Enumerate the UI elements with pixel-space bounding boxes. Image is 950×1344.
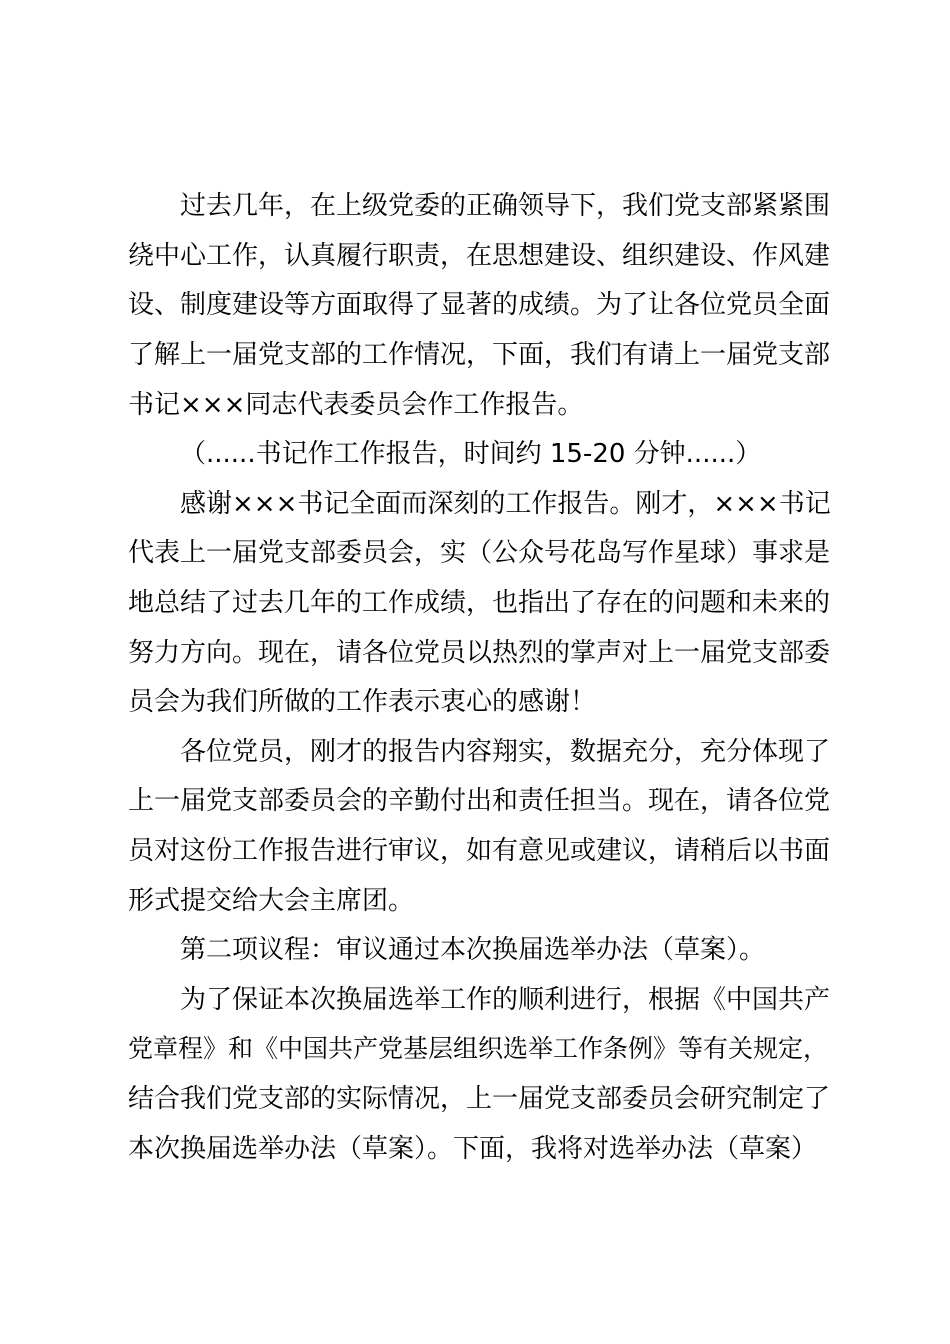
paragraph-line: 形式提交给大会主席团。 xyxy=(128,886,415,916)
paragraph-line: 地总结了过去几年的工作成绩，也指出了存在的问题和未来的 xyxy=(128,588,831,618)
paragraph-line: 为了保证本次换届选举工作的顺利进行，根据《中国共产 xyxy=(180,985,831,1015)
paragraph-line: 党章程》和《中国共产党基层组织选举工作条例》等有关规定， xyxy=(128,1034,829,1063)
paragraph-line: 绕中心工作，认真履行职责，在思想建设、组织建设、作风建 xyxy=(128,241,831,271)
paragraph-line: 本次换届选举办法（草案）。下面，我将对选举办法（草案） xyxy=(128,1134,818,1164)
paragraph-line: 结合我们党支部的实际情况，上一届党支部委员会研究制定了 xyxy=(128,1084,831,1114)
paragraph-line: 设、制度建设等方面取得了显著的成绩。为了让各位党员全面 xyxy=(128,290,831,320)
paragraph-line: 书记×××同志代表委员会作工作报告。 xyxy=(128,390,584,420)
paragraph-line: 上一届党支部委员会的辛勤付出和责任担当。现在，请各位党 xyxy=(128,786,831,816)
paragraph-line: 员会为我们所做的工作表示衷心的感谢！ xyxy=(128,687,597,717)
paragraph-line: 各位党员，刚才的报告内容翔实，数据充分，充分体现了 xyxy=(180,737,831,767)
paragraph-line: （......书记作工作报告，时间约 15-20 分钟......） xyxy=(180,439,762,469)
paragraph-line: 努力方向。现在，请各位党员以热烈的掌声对上一届党支部委 xyxy=(128,638,831,668)
paragraph-line: 第二项议程：审议通过本次换届选举办法（草案）。 xyxy=(180,935,766,965)
paragraph-line: 了解上一届党支部的工作情况，下面，我们有请上一届党支部 xyxy=(128,340,831,370)
paragraph-line: 员对这份工作报告进行审议，如有意见或建议，请稍后以书面 xyxy=(128,836,831,866)
paragraph-line: 过去几年，在上级党委的正确领导下，我们党支部紧紧围 xyxy=(180,191,831,221)
paragraph-line: 感谢×××书记全面而深刻的工作报告。刚才，×××书记 xyxy=(180,489,831,519)
paragraph-line: 代表上一届党支部委员会，实（公众号花岛写作星球）事求是 xyxy=(128,538,831,568)
